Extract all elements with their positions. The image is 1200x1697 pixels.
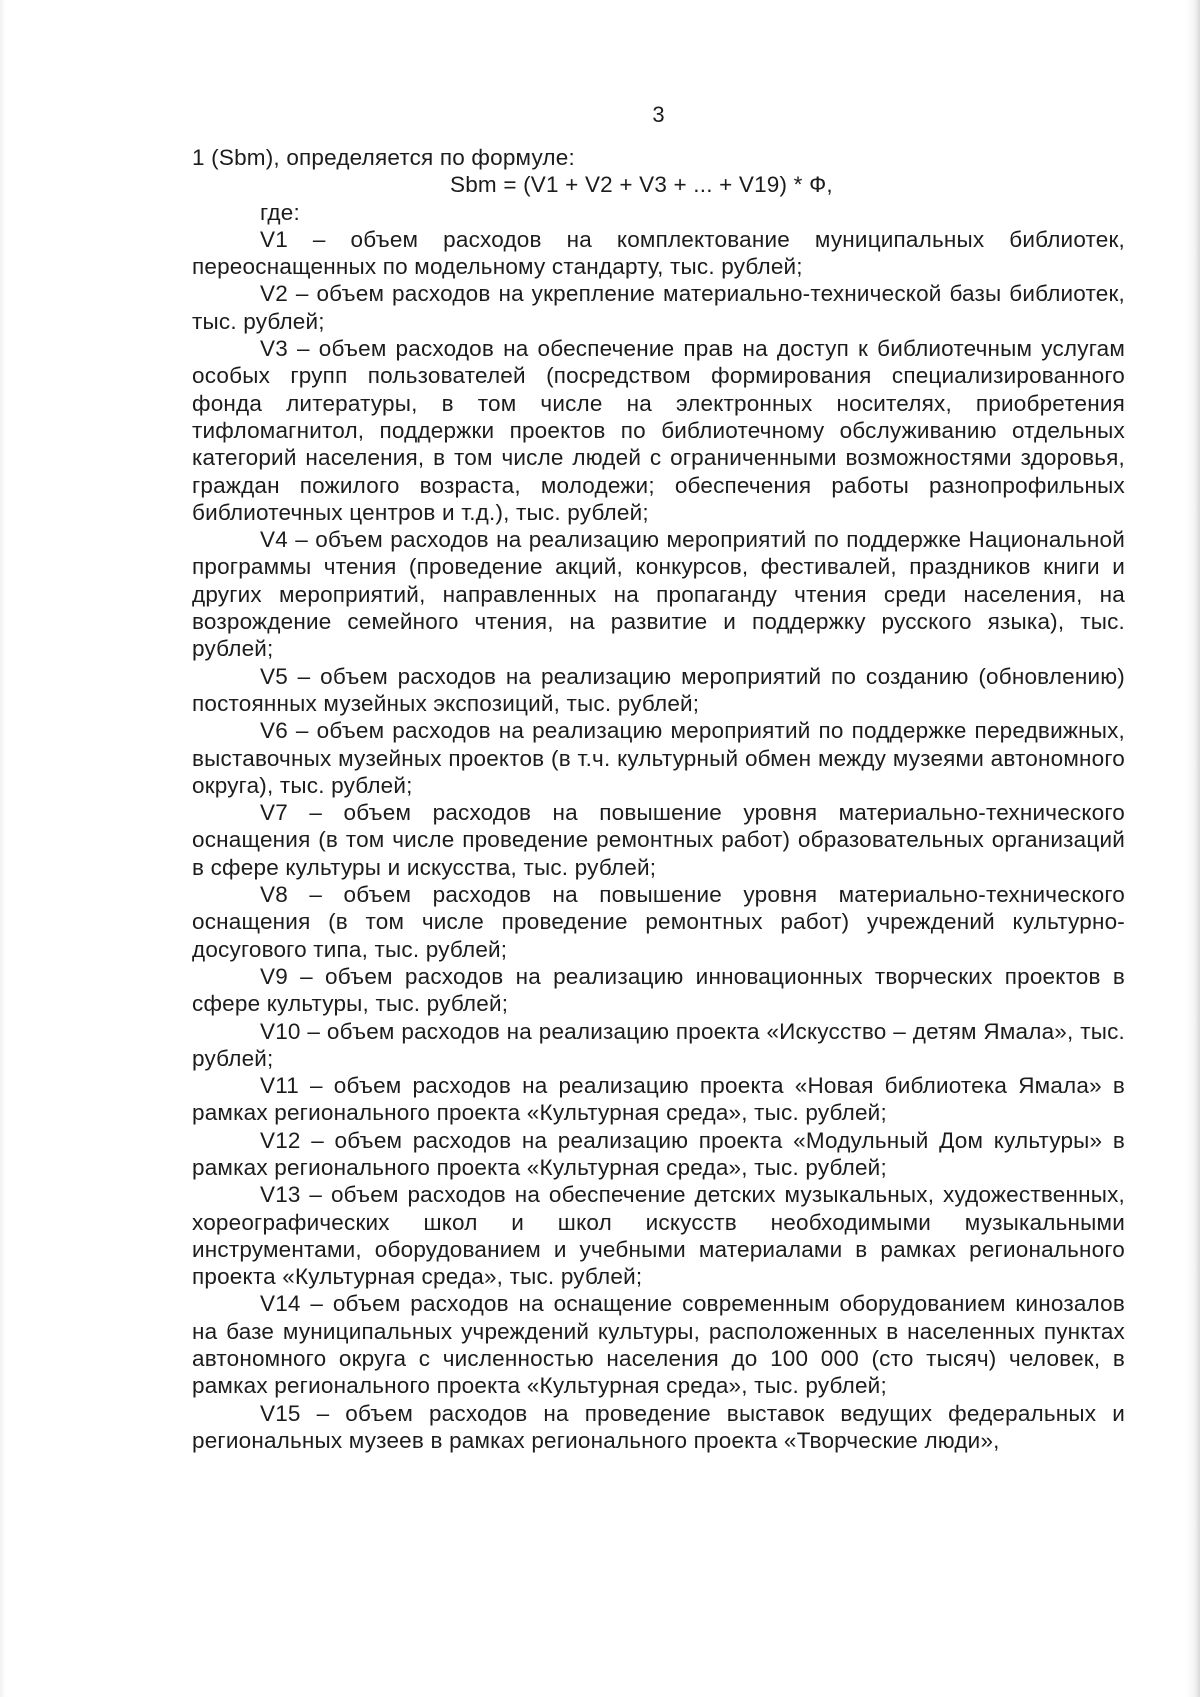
formula: Sbm = (V1 + V2 + V3 + ... + V19) * Ф,	[450, 172, 833, 198]
term-v4: V4 – объем расходов на реализацию мероприятий по поддержке Национальной программы чтения (проведение акций, конкурсов, фестивалей, праздников книги и других мероприятий, направленных на пропаганду чтения среди населения, на возрождение семейного чтения, на развитие и поддержку русского языка), тыс. рублей;	[192, 527, 1125, 662]
term-v13: V13 – объем расходов на обеспечение детских музыкальных, художественных, хореографических школ и школ искусств необходимыми музыкальными инструментами, оборудованием и учебными материалами в рамках регионального проекта «Культурная среда», тыс. рублей;	[192, 1182, 1125, 1290]
term-v8: V8 – объем расходов на повышение уровня материально-технического оснащения (в том числе проведение ремонтных работ) учреждений культурно-досугового типа, тыс. рублей;	[192, 882, 1125, 962]
term-v15: V15 – объем расходов на проведение выставок ведущих федеральных и региональных музеев в рамках регионального проекта «Творческие люди»,	[192, 1400, 1125, 1453]
intro-line: 1 (Sbm), определяется по формуле:	[192, 145, 575, 170]
term-v12: V12 – объем расходов на реализацию проекта «Модульный Дом культуры» в рамках регионального проекта «Культурная среда», тыс. рублей;	[192, 1127, 1125, 1180]
term-v3: V3 – объем расходов на обеспечение прав на доступ к библиотечным услугам особых групп пользователей (посредством формирования специализированного фонда литературы, в том числе на электронных носителях, приобретения тифломагнитол, поддержки проектов по библиотечному обслуживанию отдельных категорий населения, в том числе людей с ограниченными возможностями здоровья, граждан пожилого возраста, молодежи; обеспечения работы разнопрофильных библиотечных центров и т.д.), тыс. рублей;	[192, 336, 1125, 525]
term-v11: V11 – объем расходов на реализацию проекта «Новая библиотека Ямала» в рамках регионального проекта «Культурная среда», тыс. рублей;	[192, 1073, 1125, 1126]
term-v14: V14 – объем расходов на оснащение современным оборудованием кинозалов на базе муниципальных учреждений культуры, расположенных в населенных пунктах автономного округа с численностью населения до 100 000 (сто тысяч) человек, в рамках регионального проекта «Культурная среда», тыс. рублей;	[192, 1291, 1125, 1399]
term-v5: V5 – объем расходов на реализацию мероприятий по созданию (обновлению) постоянных музейных экспозиций, тыс. рублей;	[192, 663, 1125, 716]
term-v6: V6 – объем расходов на реализацию мероприятий по поддержке передвижных, выставочных музейных проектов (в т.ч. культурный обмен между музеями автономного округа), тыс. рублей;	[192, 718, 1125, 798]
term-v7: V7 – объем расходов на повышение уровня материально-технического оснащения (в том числе проведение ремонтных работ) образовательных организаций в сфере культуры и искусства, тыс. рублей;	[192, 800, 1125, 880]
scan-edge-right	[1186, 0, 1200, 1697]
page-number: 3	[652, 102, 665, 127]
term-v2: V2 – объем расходов на укрепление материально-технической базы библиотек, тыс. рублей;	[192, 281, 1125, 334]
term-v10: V10 – объем расходов на реализацию проекта «Искусство – детям Ямала», тыс. рублей;	[192, 1018, 1125, 1071]
scan-edge-left	[0, 0, 6, 1697]
term-v1: V1 – объем расходов на комплектование муниципальных библиотек, переоснащенных по модельному стандарту, тыс. рублей;	[192, 226, 1125, 280]
document-body	[192, 144, 1125, 1454]
where-label: где:	[260, 199, 300, 225]
term-v9: V9 – объем расходов на реализацию инновационных творческих проектов в сфере культуры, тыс. рублей;	[192, 963, 1125, 1017]
